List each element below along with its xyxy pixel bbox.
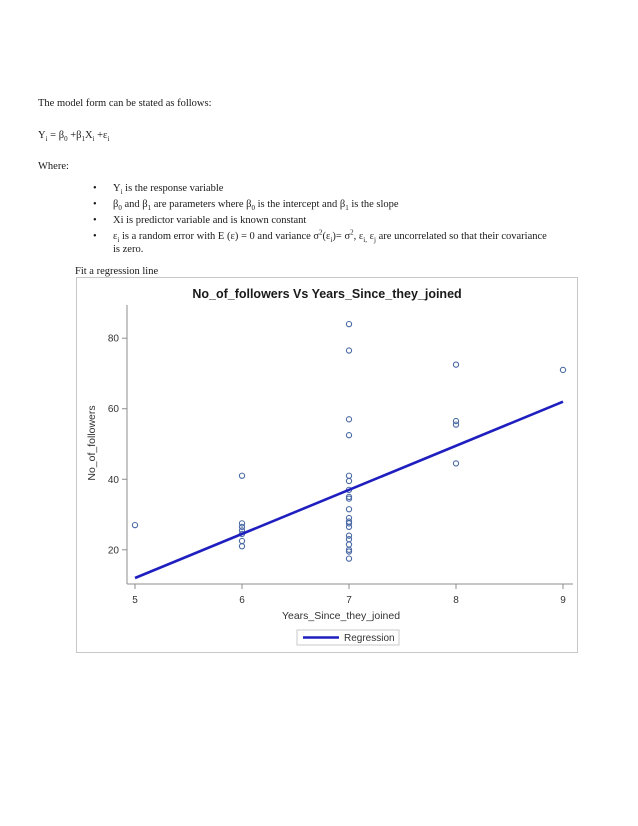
bullet-icon: • — [93, 231, 97, 242]
bullet-icon: • — [93, 199, 97, 210]
fit-label: Fit a regression line — [75, 266, 159, 277]
x-tick-label: 8 — [453, 595, 459, 606]
legend-label: Regression — [344, 633, 395, 644]
data-point — [346, 556, 351, 561]
x-tick-label: 5 — [132, 595, 138, 606]
data-point — [132, 523, 137, 528]
data-point — [346, 322, 351, 327]
data-point — [560, 367, 565, 372]
regression-line — [135, 402, 563, 578]
data-point — [346, 478, 351, 483]
intro-text: The model form can be stated as follows: — [38, 98, 212, 109]
bullet-icon: • — [93, 215, 97, 226]
data-point — [239, 538, 244, 543]
data-point — [346, 524, 351, 529]
chart-title: No_of_followers Vs Years_Since_they_joined — [192, 287, 462, 301]
data-point — [346, 473, 351, 478]
bullet-icon: • — [93, 183, 97, 194]
data-point — [346, 417, 351, 422]
data-point — [239, 473, 244, 478]
x-tick-label: 6 — [239, 595, 245, 606]
data-point — [346, 348, 351, 353]
y-tick-label: 60 — [107, 404, 119, 416]
definition-list — [93, 182, 603, 259]
regression-series — [135, 402, 563, 578]
y-tick-label: 20 — [107, 545, 119, 557]
x-axis-label: Years_Since_they_joined — [281, 610, 401, 622]
data-point — [453, 362, 458, 367]
chart-svg — [77, 278, 577, 652]
data-point — [346, 507, 351, 512]
data-point — [346, 433, 351, 438]
x-tick-label: 7 — [346, 595, 352, 606]
data-point — [346, 542, 351, 547]
x-tick-label: 9 — [560, 595, 566, 606]
axis-ticks — [108, 334, 566, 606]
data-point — [453, 422, 458, 427]
data-points — [132, 322, 565, 562]
data-point — [346, 537, 351, 542]
data-point — [453, 461, 458, 466]
list-item: • $\varepsilon_i$ is a random error with E (ε) = 0 and variance $\sigma^2(\varepsilon_i)= \sigma^2$, $\varepsilon_{i,}$ $\varepsilon_j$ are uncorrelated so that their covariance is zero. — [93, 228, 547, 255]
y-tick-label: 80 — [107, 333, 119, 345]
list-item: • $\beta_0$ and $\beta_1$ are parameters where $\beta_0$ is the intercept and $\beta_1$ is the slope — [93, 199, 399, 213]
list-item: • Xi is predictor variable and is known constant — [93, 215, 307, 226]
y-axis-label: No_of_followers — [86, 405, 98, 481]
y-tick-label: 40 — [107, 474, 119, 486]
where-label: Where: — [38, 161, 69, 172]
model-equation: $Y_i = \beta_0 +\beta_1X_i +\varepsilon_i$ — [38, 130, 110, 144]
scatter-chart — [76, 277, 578, 653]
list-item: • $Y_i$ is the response variable — [93, 183, 224, 197]
data-point — [239, 544, 244, 549]
